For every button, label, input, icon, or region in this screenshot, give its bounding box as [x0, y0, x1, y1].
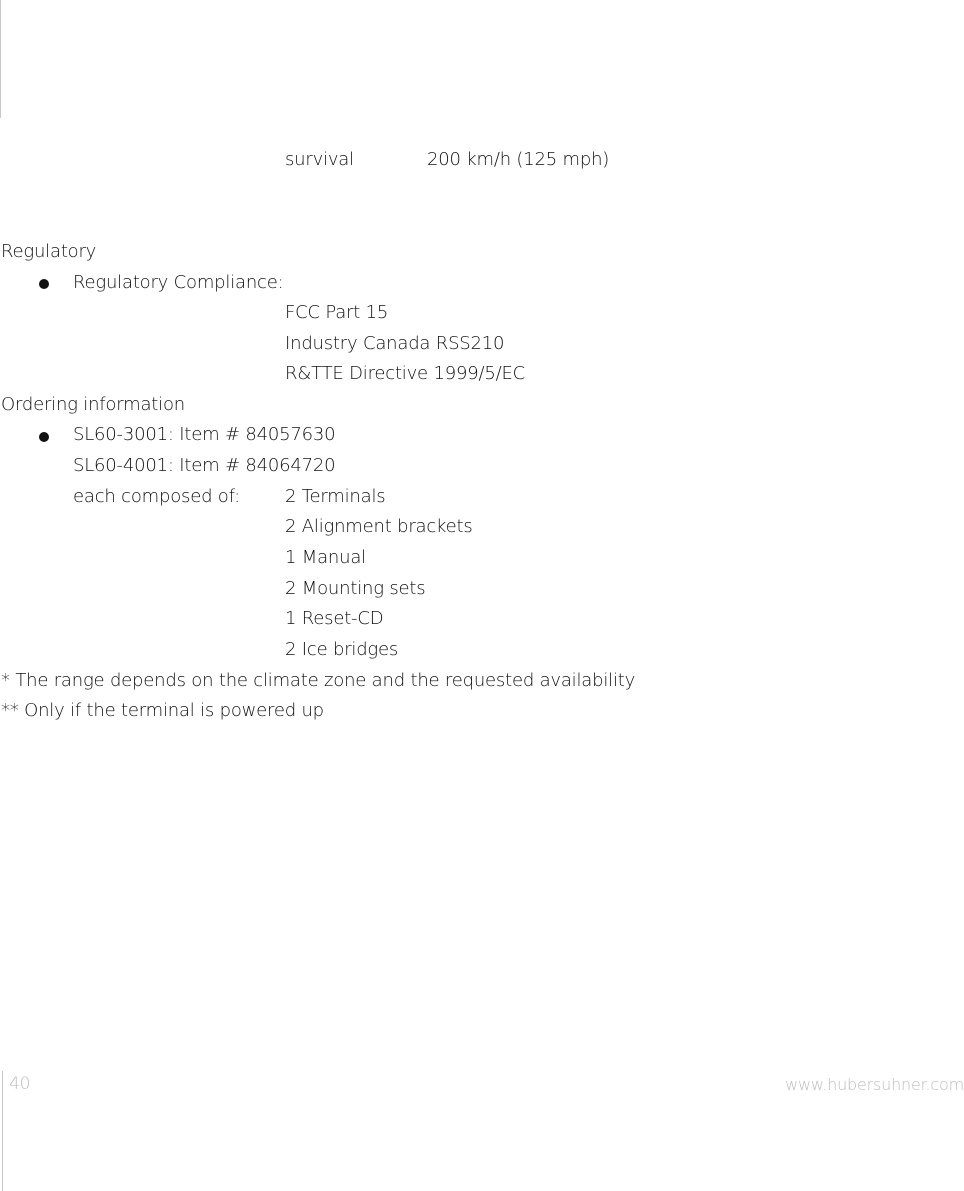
wind-survival-value: 200 km/h (125 mph) — [427, 149, 610, 170]
component-item: 2 Mounting sets — [285, 578, 426, 599]
regulatory-heading: Regulatory — [1, 241, 97, 262]
top-margin-rule — [0, 0, 1, 118]
ordering-heading: Ordering information — [1, 394, 185, 415]
bullet-icon — [39, 432, 49, 442]
regulatory-standard: R&TTE Directive 1999/5/EC — [285, 363, 525, 384]
footnote: ** Only if the terminal is powered up — [1, 700, 324, 721]
composed-of-label: each composed of: — [73, 486, 240, 507]
website-link[interactable]: www.hubersuhner.com — [785, 1075, 964, 1094]
component-item: 2 Ice bridges — [285, 639, 399, 660]
wind-survival-label: survival — [285, 149, 354, 170]
footnote: * The range depends on the climate zone and the requested availability — [1, 670, 636, 691]
ordering-item: SL60-4001: Item # 84064720 — [73, 455, 336, 476]
component-item: 2 Alignment brackets — [285, 516, 473, 537]
ordering-item: SL60-3001: Item # 84057630 — [73, 424, 336, 445]
component-item: 1 Manual — [285, 547, 366, 568]
component-item: 1 Reset-CD — [285, 608, 384, 629]
regulatory-standard: FCC Part 15 — [285, 302, 389, 323]
component-item: 2 Terminals — [285, 486, 386, 507]
page-number: 40 — [9, 1074, 31, 1094]
regulatory-compliance-label: Regulatory Compliance: — [73, 272, 284, 293]
bottom-margin-rule — [2, 1071, 3, 1191]
regulatory-standard: Industry Canada RSS210 — [285, 333, 505, 354]
bullet-icon — [39, 279, 49, 289]
